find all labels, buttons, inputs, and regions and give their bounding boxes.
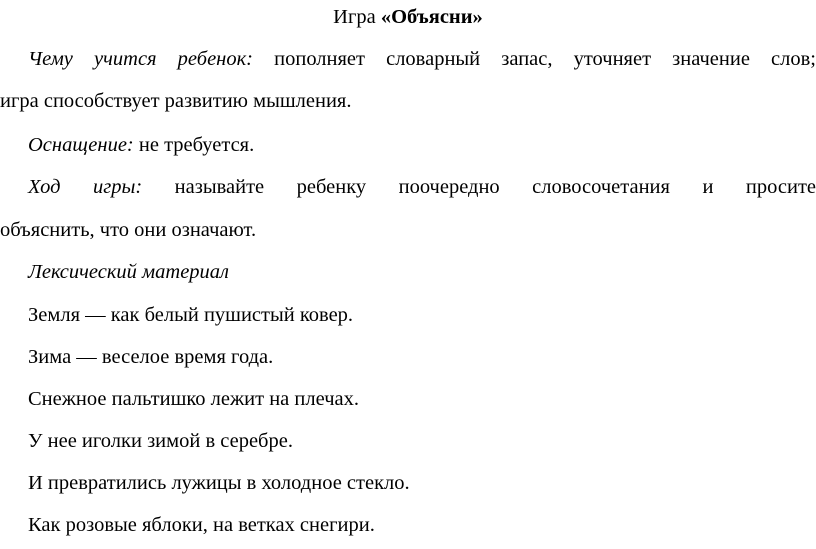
lexical-item: Зима — веселое время года.	[28, 346, 274, 368]
game-title	[0, 5, 816, 29]
procedure-text-line2: объяснить, что они означают.	[0, 219, 257, 241]
title-plain: Игра	[333, 6, 381, 28]
lexical-heading: Лексический материал	[28, 261, 229, 283]
learning-label: Чему учится ребенок:	[28, 48, 254, 70]
title-game-name: «Объясни»	[380, 6, 483, 28]
learning-paragraph-line1	[28, 47, 816, 71]
procedure-text-line1: называйте ребенку поочередно словосочетания и просите	[142, 176, 816, 198]
lexical-item: Как розовые яблоки, на ветках снегири.	[28, 514, 375, 536]
equipment-paragraph	[28, 133, 254, 157]
learning-text-line1: пополняет словарный запас, уточняет значение слов;	[253, 48, 816, 70]
learning-text-line2: игра способствует развитию мышления.	[0, 90, 352, 112]
equipment-label: Оснащение:	[28, 134, 134, 156]
lexical-item: И превратились лужицы в холодное стекло.	[28, 472, 410, 494]
equipment-text: не требуется.	[133, 134, 255, 156]
lexical-item: У нее иголки зимой в серебре.	[28, 430, 293, 452]
procedure-paragraph-line1	[28, 175, 816, 199]
lexical-item: Снежное пальтишко лежит на плечах.	[28, 388, 359, 410]
lexical-item: Земля — как белый пушистый ковер.	[28, 304, 354, 326]
procedure-label: Ход игры:	[28, 176, 143, 198]
